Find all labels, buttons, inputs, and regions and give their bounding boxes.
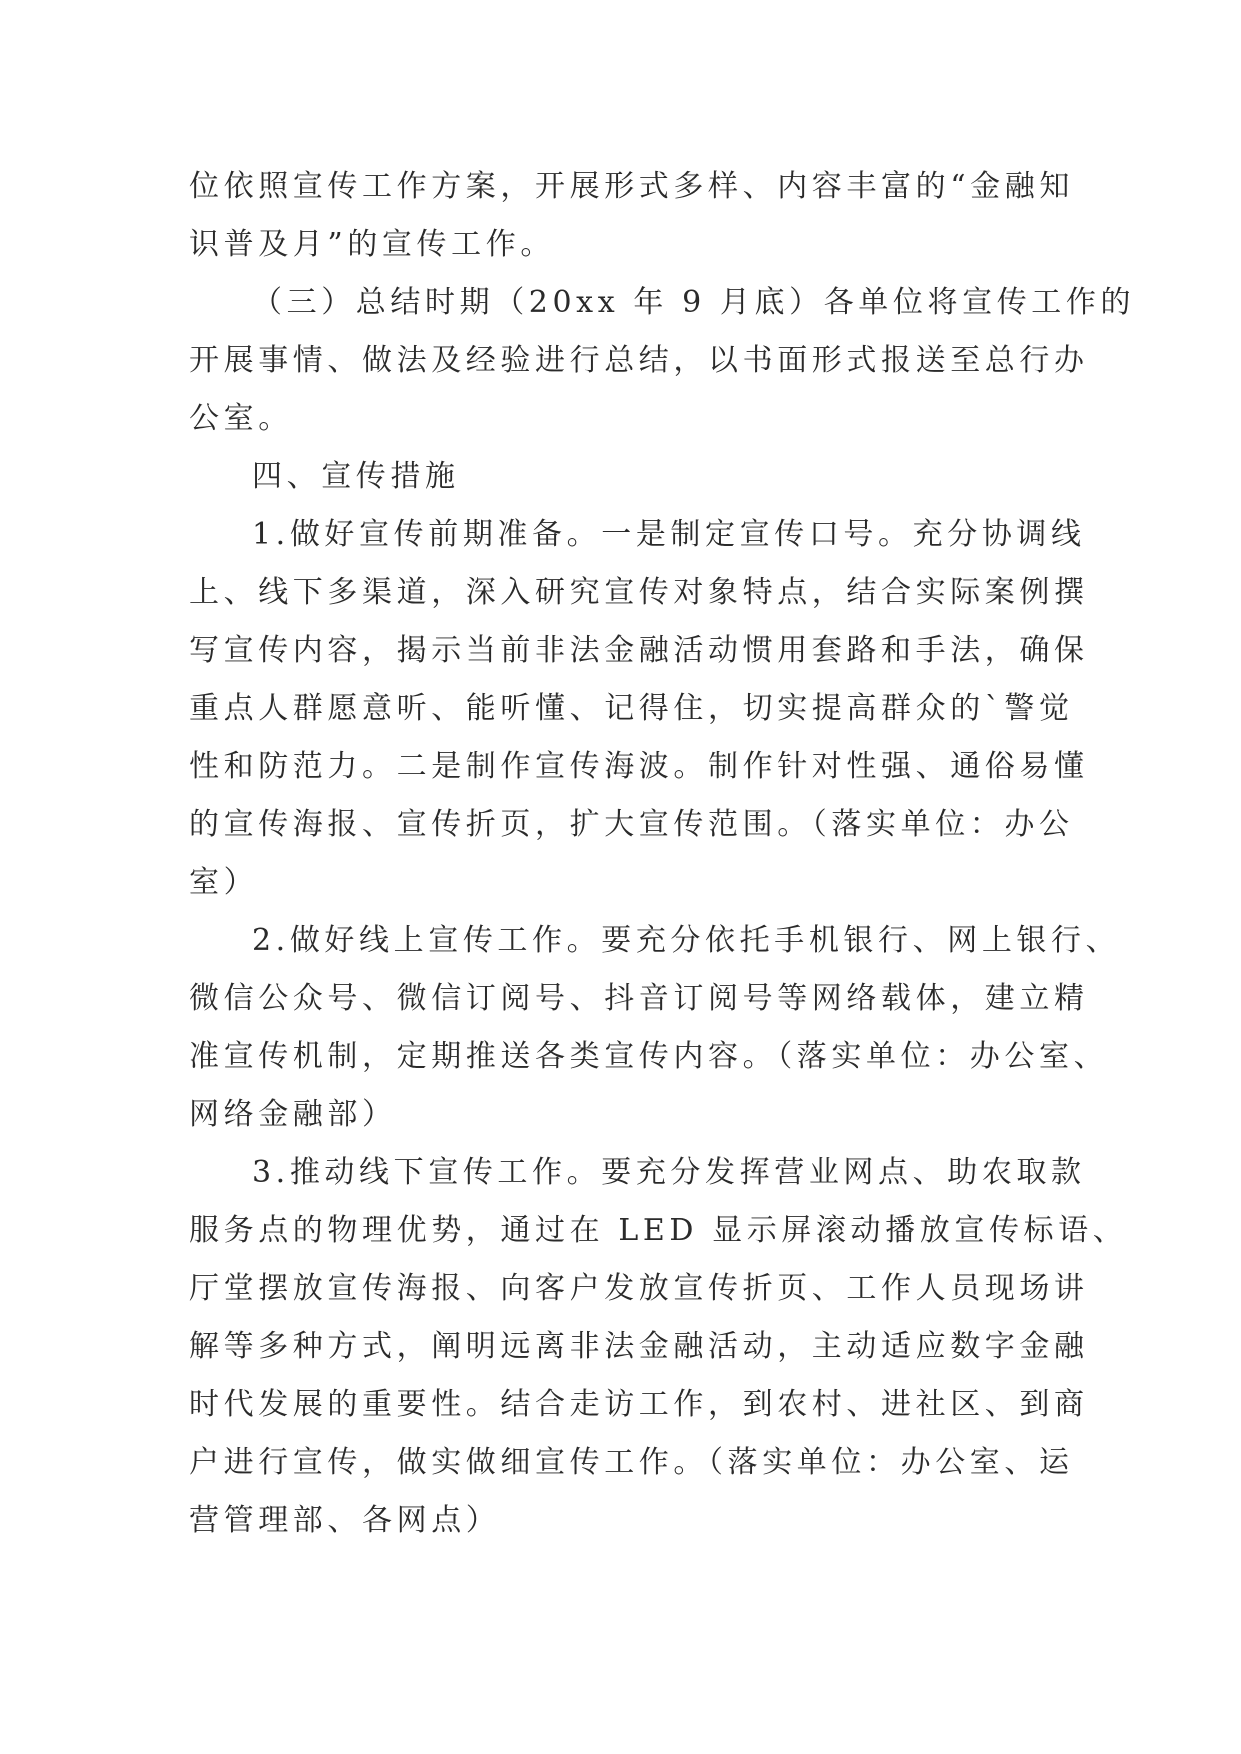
text-line: 室） [189, 865, 259, 900]
text-line: 网络金融部） [189, 1097, 397, 1132]
text-line: 开展事情、做法及经验进行总结，以书面形式报送至总行办 [189, 343, 1089, 378]
text-line: 公室。 [189, 401, 293, 436]
text-line: 性和防范力。二是制作宣传海波。制作针对性强、通俗易懂 [189, 749, 1089, 784]
section-heading-measures: 四、宣传措施 [252, 459, 460, 494]
text-line: 户进行宣传，做实做细宣传工作。（落实单位：办公室、运 [189, 1445, 1074, 1480]
text-line: 识普及月”的宣传工作。 [189, 227, 555, 262]
text-line: 解等多种方式，阐明远离非法金融活动，主动适应数字金融 [189, 1329, 1089, 1364]
item-three-line: 3.推动线下宣传工作。要充分发挥营业网点、助农取款 [252, 1155, 1086, 1190]
text-line: 微信公众号、微信订阅号、抖音订阅号等网络载体，建立精 [189, 981, 1089, 1016]
text-line: 厅堂摆放宣传海报、向客户发放宣传折页、工作人员现场讲 [189, 1271, 1089, 1306]
text-line: 上、线下多渠道，深入研究宣传对象特点，结合实际案例撰 [189, 575, 1089, 610]
text-line: 营管理部、各网点） [189, 1503, 501, 1538]
text-line: 位依照宣传工作方案，开展形式多样、内容丰富的“金融知 [189, 169, 1074, 204]
section-three-line: （三）总结时期（20xx 年 9 月底）各单位将宣传工作的 [252, 285, 1136, 320]
text-line: 的宣传海报、宣传折页，扩大宣传范围。（落实单位：办公 [189, 807, 1074, 842]
item-two-line: 2.做好线上宣传工作。要充分依托手机银行、网上银行、 [252, 923, 1121, 958]
item-one-line: 1.做好宣传前期准备。一是制定宣传口号。充分协调线 [252, 517, 1086, 552]
text-line: 写宣传内容，揭示当前非法金融活动惯用套路和手法，确保 [189, 633, 1089, 668]
document-body [189, 158, 1136, 1550]
text-line: 时代发展的重要性。结合走访工作，到农村、进社区、到商 [189, 1387, 1089, 1422]
text-line: 服务点的物理优势，通过在 LED 显示屏滚动播放宣传标语、 [189, 1213, 1128, 1248]
text-line: 重点人群愿意听、能听懂、记得住，切实提高群众的`警觉 [189, 691, 1074, 726]
text-line: 准宣传机制，定期推送各类宣传内容。（落实单位：办公室、 [189, 1039, 1109, 1074]
